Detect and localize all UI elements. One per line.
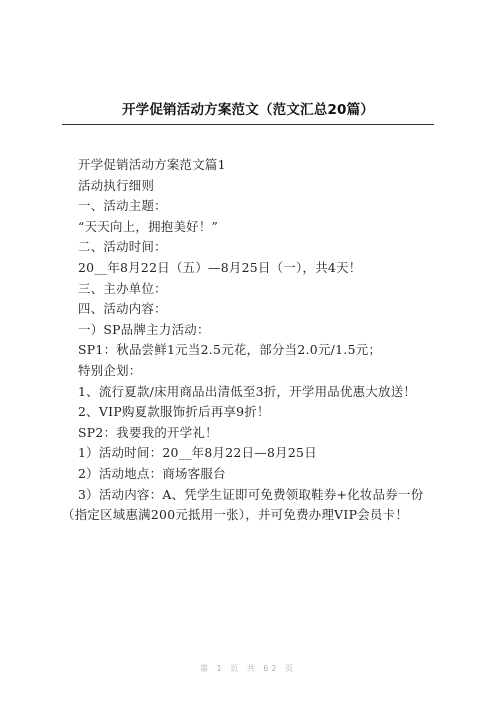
- paragraph-line: 2）活动地点：商场客服台: [78, 465, 226, 481]
- paragraph-line: 1）活动时间：20__年8月22日—8月25日: [78, 445, 317, 461]
- paragraph-line: （指定区域惠满200元抵用一张），并可免费办理VIP会员卡！: [62, 507, 409, 523]
- paragraph-line: 3）活动内容：A、凭学生证即可免费领取鞋券+化妆品券一份: [78, 486, 424, 502]
- paragraph-line: 20__年8月22日（五）—8月25日（一），共4天！: [78, 259, 362, 275]
- paragraph-line: 1、流行夏款/床用商品出清低至3折，开学用品优惠大放送！: [78, 383, 417, 399]
- paragraph-line: 活动执行细则: [78, 177, 155, 193]
- paragraph-line: 一）SP品牌主力活动：: [78, 321, 210, 337]
- paragraph-line: 三、主办单位：: [78, 280, 167, 296]
- paragraph-line: 特别企划：: [78, 362, 142, 378]
- page-title: 开学促销活动方案范文（范文汇总20篇）: [121, 102, 375, 118]
- paragraph-line: 一、活动主题：: [78, 198, 167, 214]
- document-body: [62, 155, 434, 526]
- paragraph-line: “天天向上，拥抱美好！”: [78, 218, 219, 234]
- paragraph-line: 2、VIP购夏款服饰折后再享9折！: [78, 404, 270, 420]
- section-heading: 开学促销活动方案范文篇1: [78, 157, 226, 172]
- paragraph-line: SP1：秋品尝鲜1元当2.5元花，部分当2.0元/1.5元；: [78, 342, 382, 358]
- paragraph-line: SP2：我要我的开学礼！: [78, 424, 218, 440]
- paragraph-line: 四、活动内容：: [78, 301, 167, 317]
- page-footer: 第 1 页 共 62 页: [200, 664, 296, 673]
- title-divider: [62, 124, 434, 125]
- paragraph-line: 二、活动时间：: [78, 239, 167, 255]
